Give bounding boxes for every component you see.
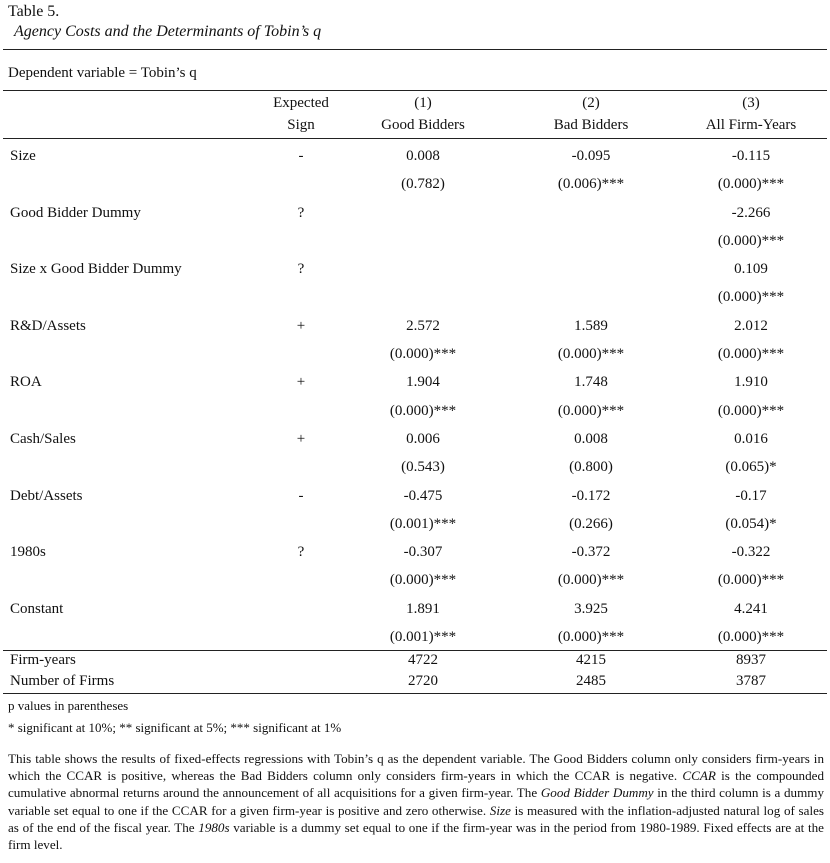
header-top-rule [3, 90, 827, 91]
row-label: Good Bidder Dummy [10, 204, 141, 221]
row-sign: + [296, 317, 306, 334]
term-1980s: 1980s [198, 819, 230, 835]
cell-col2: (0.800) [569, 459, 613, 476]
cell-col2: (0.000)*** [557, 629, 625, 646]
cell-col3: (0.000)*** [717, 402, 785, 419]
row-label: Constant [10, 600, 64, 617]
cell-col2: (0.266) [569, 515, 613, 532]
cell-col1: (0.000)*** [389, 346, 457, 363]
table-row [0, 538, 830, 566]
row-label: Debt/Assets [10, 487, 83, 504]
table-row [0, 255, 830, 283]
header-col1-name: Good Bidders [381, 117, 465, 133]
table-row [0, 482, 830, 510]
row-label: ROA [10, 374, 42, 391]
cell-col2: 4215 [576, 652, 606, 668]
table-row [0, 425, 830, 453]
summary-rows [0, 650, 830, 692]
cell-col3: -0.322 [731, 544, 771, 561]
cell-col2: -0.172 [571, 487, 611, 504]
cell-col3: -2.266 [731, 204, 771, 221]
row-sign: ? [297, 204, 305, 221]
cell-col1: 0.006 [406, 430, 440, 447]
header-col3-number: (3) [742, 95, 760, 111]
cell-col2: 3.925 [574, 600, 608, 617]
cell-col3: 4.241 [734, 600, 768, 617]
cell-col2: -0.095 [571, 148, 611, 164]
cell-col1: 0.008 [406, 148, 440, 164]
table-title: Agency Costs and the Determinants of Tobin’s q [14, 23, 322, 40]
table-row [0, 283, 830, 311]
cell-col3: (0.054)* [725, 515, 777, 532]
term-good-bidder-dummy: Good Bidder Dummy [540, 785, 654, 801]
cell-col2: (0.000)*** [557, 346, 625, 363]
cell-col3: 8937 [736, 652, 766, 668]
cell-col1: 2720 [408, 673, 438, 689]
cell-col3: (0.000)*** [717, 232, 785, 249]
significance-note: * significant at 10%; ** significant at 5%; *** significant at 1% [8, 720, 342, 735]
table-row [0, 142, 830, 170]
description-text: in the third column is a dummy variable set equal to one if the CCAR for a given firm-year is positive and zero otherwise. [8, 785, 824, 818]
table-row [0, 199, 830, 227]
header-col2 [536, 92, 646, 136]
header-col3 [696, 92, 806, 136]
cell-col2: (0.006)*** [557, 176, 625, 193]
table-row [0, 650, 830, 671]
cell-col3: 3787 [736, 673, 766, 689]
cell-col2: 1.748 [574, 374, 608, 391]
header-expected-sign [272, 92, 330, 136]
cell-col3: (0.000)*** [717, 629, 785, 646]
table-label: Table 5. [8, 3, 60, 20]
cell-col2: (0.000)*** [557, 402, 625, 419]
cell-col1: (0.001)*** [389, 515, 457, 532]
row-sign: ? [297, 544, 305, 561]
row-sign: - [298, 148, 304, 164]
cell-col1: (0.001)*** [389, 629, 457, 646]
header-sign-line1: Expected [273, 95, 329, 111]
header-col2-name: Bad Bidders [553, 117, 629, 133]
row-label: Size x Good Bidder Dummy [10, 261, 182, 278]
header-col3-name: All Firm-Years [705, 117, 797, 133]
cell-col2: -0.372 [571, 544, 611, 561]
row-label: R&D/Assets [10, 317, 86, 334]
cell-col2: (0.000)*** [557, 572, 625, 589]
row-label: Cash/Sales [10, 430, 76, 447]
cell-col3: 0.109 [734, 261, 768, 278]
header-sign-line2: Sign [287, 117, 315, 133]
regression-rows [0, 142, 830, 651]
header-col1-number: (1) [414, 95, 432, 111]
cell-col1: (0.782) [401, 176, 445, 193]
cell-col3: (0.000)*** [717, 572, 785, 589]
cell-col1: (0.000)*** [389, 402, 457, 419]
term-ccar: CCAR [682, 768, 716, 784]
row-sign: + [296, 374, 306, 391]
table-row [0, 227, 830, 255]
cell-col2: 1.589 [574, 317, 608, 334]
header-col2-number: (2) [582, 95, 600, 111]
table-row [0, 453, 830, 481]
top-rule [3, 49, 827, 50]
cell-col3: -0.17 [735, 487, 767, 504]
cell-col3: (0.000)*** [717, 289, 785, 306]
table-row [0, 397, 830, 425]
table-row [0, 510, 830, 538]
cell-col3: 2.012 [734, 317, 768, 334]
table-row [0, 595, 830, 623]
table-row [0, 170, 830, 198]
cell-col1: (0.543) [401, 459, 445, 476]
row-sign: + [296, 430, 306, 447]
cell-col2: 0.008 [574, 430, 608, 447]
description-text: This table shows the results of fixed-effects regressions with Tobin’s q as the dependent variable. The Good Bidders column only considers firm-years in which the CCAR is positive, whereas the Bad Bidders column only considers firm-years in which the CCAR is negative. [8, 751, 824, 784]
description-text: variable is a dummy set equal to one if the firm-year was in the period from 1980-1989. Fixed effects are at the firm level. [8, 819, 824, 853]
cell-col2: 2485 [576, 673, 606, 689]
cell-col3: (0.065)* [725, 459, 777, 476]
term-size: Size [489, 802, 511, 818]
row-label: Number of Firms [10, 673, 115, 689]
header-col1 [368, 92, 478, 136]
cell-col1: (0.000)*** [389, 572, 457, 589]
header-bottom-rule [3, 138, 827, 139]
table-row [0, 623, 830, 651]
cell-col3: 0.016 [734, 430, 768, 447]
row-label: 1980s [10, 544, 46, 561]
cell-col1: 1.891 [406, 600, 440, 617]
cell-col1: -0.475 [403, 487, 443, 504]
description-text: is measured with the inflation-adjusted natural log of sales as of the end of the fiscal year. The [8, 802, 824, 835]
row-sign: - [298, 487, 304, 504]
row-label: Firm-years [10, 652, 76, 668]
cell-col3: 1.910 [734, 374, 768, 391]
row-label: Size [10, 148, 36, 164]
table-row [0, 671, 830, 692]
table-row [0, 340, 830, 368]
cell-col1: 4722 [408, 652, 438, 668]
table-row [0, 312, 830, 340]
p-values-note: p values in parentheses [8, 698, 129, 713]
table-bottom-rule [3, 693, 827, 694]
dependent-variable-label: Dependent variable = Tobin’s q [8, 65, 197, 81]
table-row [0, 566, 830, 594]
description-text: is the compounded cumulative abnormal returns around the announcement of all acquisitions for a given firm-year. The [8, 768, 825, 801]
cell-col1: 1.904 [406, 374, 440, 391]
row-sign: ? [297, 261, 305, 278]
cell-col1: 2.572 [406, 317, 440, 334]
cell-col1: -0.307 [403, 544, 443, 561]
cell-col3: (0.000)*** [717, 346, 785, 363]
table-row [0, 368, 830, 396]
table-description [8, 750, 824, 853]
cell-col3: -0.115 [731, 148, 771, 164]
cell-col3: (0.000)*** [717, 176, 785, 193]
